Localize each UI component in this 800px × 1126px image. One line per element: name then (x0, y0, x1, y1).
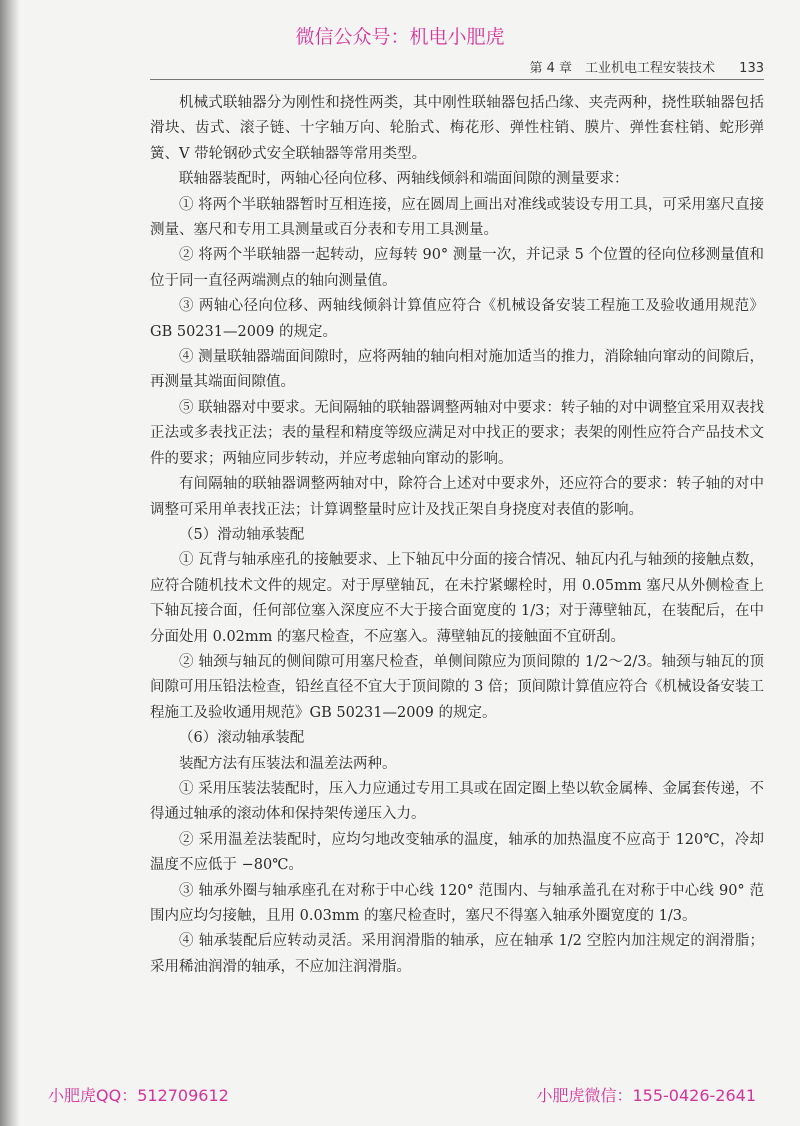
section-heading: （5）滑动轴承装配 (179, 526, 305, 543)
paragraph: ① 采用压装法装配时，压入力应通过专用工具或在固定圈上垫以软金属棒、金属套传递，不得通过轴承的滚动体和保持架传递压入力。 (150, 780, 764, 823)
paragraph: ① 将两个半联轴器暂时互相连接，应在圆周上画出对准线或装设专用工具，可采用塞尺直接测量、塞尺和专用工具测量或百分表和专用工具测量。 (150, 196, 764, 239)
watermark-top: 微信公众号：机电小肥虎 (295, 26, 505, 48)
page-edge-shadow (0, 0, 20, 1126)
paragraph: 机械式联轴器分为刚性和挠性两类，其中刚性联轴器包括凸缘、夹壳两种，挠性联轴器包括滑块、齿式、滚子链、十字轴万向、轮胎式、梅花形、弹性柱销、膜片、弹性套柱销、蛇形弹簧、V 带轮钢砂式安全联轴器等常用类型。 (150, 95, 764, 162)
page-number: 133 (739, 61, 764, 76)
paragraph: ③ 轴承外圈与轴承座孔在对称于中心线 120° 范围内、与轴承盖孔在对称于中心线 90° 范围内应均匀接触，且用 0.03mm 的塞尺检查时，塞尺不得塞入轴承外圈宽度的 1/3。 (150, 882, 764, 924)
body-text (150, 91, 764, 980)
paragraph: ③ 两轴心径向位移、两轴线倾斜计算值应符合《机械设备安装工程施工及验收通用规范》GB 50231—2009 的规定。 (150, 298, 764, 340)
paragraph: ② 将两个半联轴器一起转动，应每转 90° 测量一次，并记录 5 个位置的径向位移测量值和位于同一直径两端测点的轴向测量值。 (150, 247, 764, 289)
watermark-bottom-left: 小肥虎QQ：512709612 (48, 1086, 229, 1105)
paragraph: ④ 测量联轴器端面间隙时，应将两轴的轴向相对施加适当的推力，消除轴向窜动的间隙后，再测量其端面间隙值。 (150, 349, 764, 391)
paragraph: 联轴器装配时，两轴心径向位移、两轴线倾斜和端面间隙的测量要求： (179, 171, 629, 188)
chapter-title: 第 4 章 工业机电工程安装技术 (529, 61, 716, 76)
running-header (150, 57, 764, 76)
paragraph: ① 瓦背与轴承座孔的接触要求、上下轴瓦中分面的接合情况、轴瓦内孔与轴颈的接触点数，应符合随机技术文件的规定。对于厚壁轴瓦，在未拧紧螺栓时，用 0.05mm 塞尺从外侧检查上下轴瓦接合面，任何部位塞入深度应不大于接合面宽度的 1/3；对于薄壁轴瓦，在装配后，在中分面处用 0.02mm 的塞尺检查，不应塞入。薄壁轴瓦的接触面不宜研刮。 (150, 552, 764, 645)
paragraph: 装配方法有压装法和温差法两种。 (179, 755, 397, 772)
paragraph: 有间隔轴的联轴器调整两轴对中，除符合上述对中要求外，还应符合的要求：转子轴的对中调整可采用单表找正法；计算调整量时应计及找正架自身挠度对表值的影响。 (150, 476, 764, 518)
paragraph: ⑤ 联轴器对中要求。无间隔轴的联轴器调整两轴对中要求：转子轴的对中调整宜采用双表找正法或多表找正法；表的量程和精度等级应满足对中找正的要求；表架的刚性应符合产品技术文件的要求；两轴应同步转动，并应考虑轴向窜动的影响。 (150, 399, 764, 467)
paragraph: ④ 轴承装配后应转动灵活。采用润滑脂的轴承，应在轴承 1/2 空腔内加注规定的润滑脂；采用稀油润滑的轴承，不应加注润滑脂。 (150, 933, 764, 975)
watermark-bottom-right: 小肥虎微信：155-0426-2641 (536, 1086, 756, 1105)
section-heading: （6）滚动轴承装配 (179, 730, 305, 747)
paragraph: ② 采用温差法装配时，应均匀地改变轴承的温度，轴承的加热温度不应高于 120℃，冷却温度不应低于 −80℃。 (150, 831, 764, 874)
paragraph: ② 轴颈与轴瓦的侧间隙可用塞尺检查，单侧间隙应为顶间隙的 1/2～2/3。轴颈与轴瓦的顶间隙可用压铅法检查，铅丝直径不宜大于顶间隙的 3 倍；顶间隙计算值应符合《机械设备安装工程施工及验收通用规范》GB 50231—2009 的规定。 (150, 653, 764, 721)
header-rule (150, 79, 764, 80)
